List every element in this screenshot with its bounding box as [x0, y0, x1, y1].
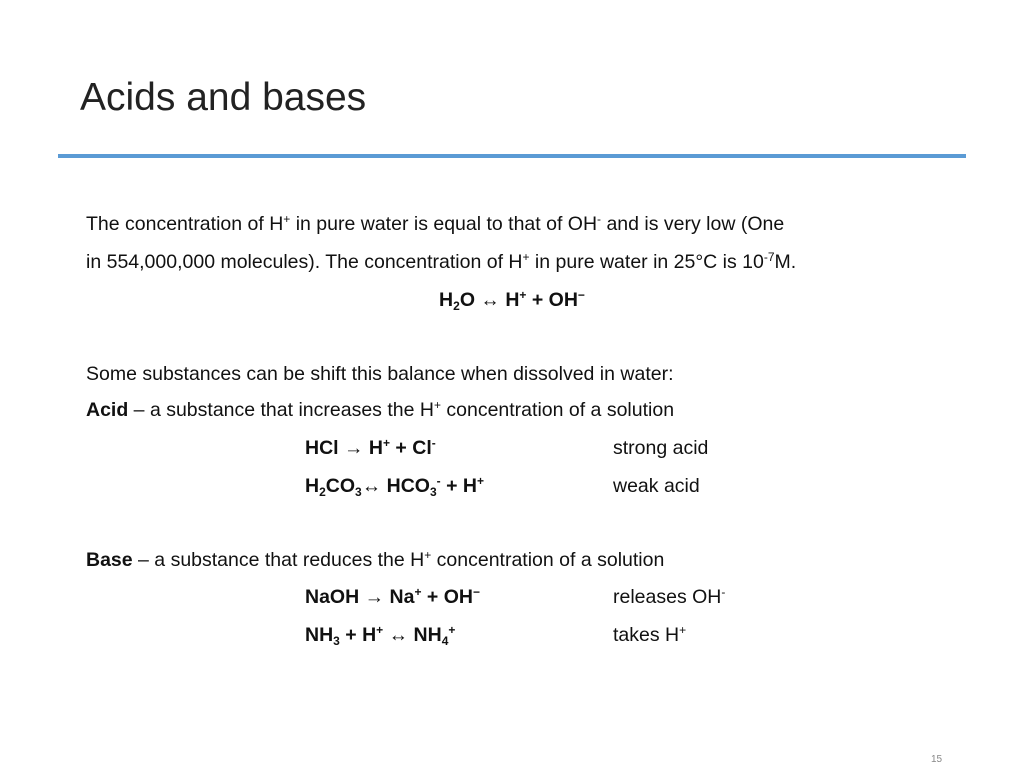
title-divider: [58, 154, 966, 158]
text-segment: and is very low (One: [601, 213, 785, 235]
naoh-note: [613, 585, 725, 609]
text-segment: 3: [333, 634, 340, 648]
text-segment: +: [519, 288, 527, 302]
slide-title: Acids and bases: [80, 76, 367, 119]
text-segment: ↔ NH: [383, 624, 442, 646]
page-number: 15: [931, 754, 943, 765]
text-segment: + H: [440, 475, 477, 497]
text-segment: -: [597, 212, 602, 226]
text-segment: takes H: [613, 624, 680, 646]
text-segment: +: [679, 623, 687, 637]
text-segment: The concentration of H: [86, 213, 284, 235]
text-segment: – a substance that increases the H: [128, 399, 434, 421]
nh3-equation: [305, 623, 455, 647]
text-segment: releases OH: [613, 586, 722, 608]
text-segment: +: [522, 250, 530, 264]
text-segment: + H: [339, 624, 377, 646]
text-segment: -7: [763, 250, 775, 264]
text-segment: +: [476, 474, 484, 488]
text-segment: +: [414, 585, 422, 599]
text-segment: M.: [774, 251, 797, 273]
text-segment: – a substance that reduces the H: [132, 549, 425, 571]
text-segment: H: [439, 289, 454, 311]
text-segment: HCl → H: [305, 437, 383, 459]
text-segment: + OH: [421, 586, 473, 608]
text-segment: 2: [319, 485, 326, 499]
text-segment: concentration of a solution: [431, 549, 665, 571]
text-segment: NaOH → Na: [305, 586, 415, 608]
text-segment: +: [283, 212, 291, 226]
text-segment: in 554,000,000 molecules). The concentration of H: [86, 251, 523, 273]
text-segment: -: [436, 474, 441, 488]
text-segment: Some substances can be shift this balance when dissolved in water:: [86, 363, 674, 385]
acid-definition: [86, 398, 674, 422]
shift-line: [86, 362, 674, 386]
text-segment: 3: [429, 485, 437, 499]
text-segment: -: [431, 436, 436, 450]
text-segment: 4: [441, 634, 449, 648]
text-segment: + Cl: [390, 437, 432, 459]
text-segment: +: [448, 623, 456, 637]
base-definition: [86, 548, 664, 572]
hcl-note: [613, 436, 708, 460]
text-segment: in pure water in 25°C is 10: [529, 251, 764, 273]
text-segment: ↔ HCO: [361, 475, 430, 497]
text-segment: +: [376, 623, 384, 637]
text-segment: NH: [305, 624, 334, 646]
text-segment: CO: [325, 475, 356, 497]
text-segment: 2: [453, 299, 460, 313]
text-segment: + OH: [526, 289, 578, 311]
naoh-equation: [305, 585, 480, 609]
hcl-equation: [305, 436, 436, 460]
text-segment: −: [577, 288, 585, 302]
text-segment: 3: [355, 485, 362, 499]
text-segment: in pure water is equal to that of OH: [290, 213, 598, 235]
text-segment: Acid: [86, 399, 129, 421]
text-segment: Base: [86, 549, 133, 571]
intro-line-2: [86, 250, 796, 274]
text-segment: strong acid: [613, 437, 709, 459]
text-segment: weak acid: [613, 475, 700, 497]
text-segment: H: [305, 475, 320, 497]
text-segment: +: [383, 436, 391, 450]
intro-line-1: [86, 212, 784, 236]
h2co3-equation: [305, 474, 484, 498]
nh3-note: [613, 623, 686, 647]
text-segment: concentration of a solution: [440, 399, 675, 421]
h2co3-note: [613, 474, 700, 498]
text-segment: O ↔ H: [459, 289, 520, 311]
text-segment: -: [721, 585, 726, 599]
text-segment: +: [433, 398, 441, 412]
text-segment: −: [472, 585, 480, 599]
text-segment: +: [424, 548, 432, 562]
water-equation: [0, 288, 1024, 312]
